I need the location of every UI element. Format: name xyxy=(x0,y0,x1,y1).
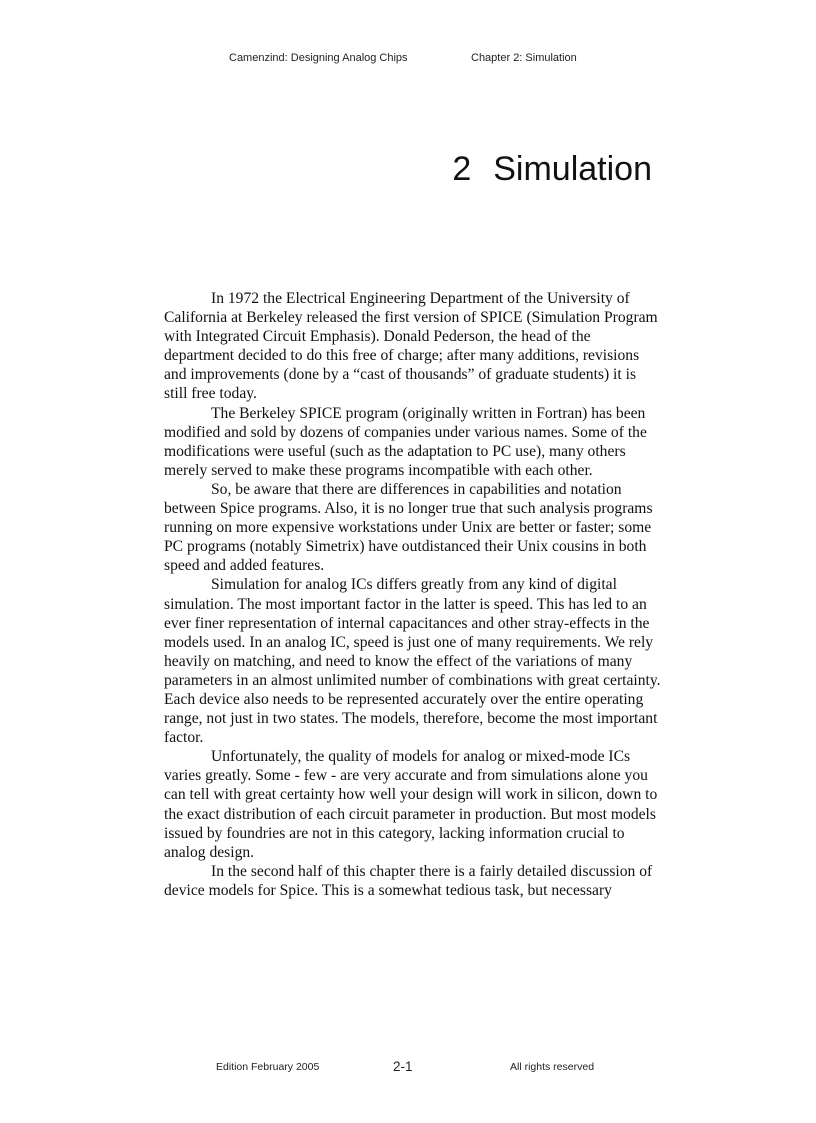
page-footer xyxy=(0,1059,816,1077)
body-text xyxy=(164,289,662,900)
paragraph: Unfortunately, the quality of models for analog or mixed-mode ICs varies greatly. Some - few - are very accurate and from simulations alone you can tell with great certainty how well your design will work in silicon, down to the exact distribution of each circuit parameter in production. But most models issued by foundries are not in this category, lacking information crucial to analog design. xyxy=(164,748,658,861)
running-header xyxy=(0,52,816,68)
paragraph: Simulation for analog ICs differs greatly from any kind of digital simulation. The most important factor in the latter is speed. This has led to an ever finer representation of internal capacitances and other stray-effects in the models used. In an analog IC, speed is just one of many requirements. We rely heavily on matching, and need to know the effect of the variations of many parameters in an almost unlimited number of combinations with great certainty. Each device also needs to be represented accurately over the entire operating range, not just in two states. The models, therefore, become the most important factor. xyxy=(164,576,661,747)
header-chapter-title: Chapter 2: Simulation xyxy=(471,52,577,64)
paragraph: The Berkeley SPICE program (originally written in Fortran) has been modified and sold by dozens of companies under various names. Some of the modifications were useful (such as the adaptation to PC use), many others merely served to make these programs incompatible with each other. xyxy=(164,404,647,479)
footer-edition: Edition February 2005 xyxy=(216,1061,320,1073)
chapter-number: 2 xyxy=(452,150,472,188)
chapter-heading xyxy=(452,150,652,189)
page-number: 2-1 xyxy=(393,1059,413,1074)
paragraph: In the second half of this chapter there is a fairly detailed discussion of device models for Spice. This is a somewhat tedious task, but necessary xyxy=(164,862,653,899)
paragraph: In 1972 the Electrical Engineering Department of the University of California at Berkeley released the first version of SPICE (Simulation Program with Integrated Circuit Emphasis). Donald Pederson, the head of the department decided to do this free of charge; after many additions, revisions and improvements (done by a “cast of thousands” of graduate students) it is still free today. xyxy=(164,290,658,403)
footer-rights: All rights reserved xyxy=(510,1061,595,1073)
header-book-title: Camenzind: Designing Analog Chips xyxy=(229,52,408,64)
paragraph: So, be aware that there are differences in capabilities and notation between Spice programs. Also, it is no longer true that such analysis programs running on more expensive workstations under Unix are better or faster; some PC programs (notably Simetrix) have outdistanced their Unix cousins in both speed and added features. xyxy=(164,480,653,575)
chapter-title: Simulation xyxy=(493,150,652,188)
